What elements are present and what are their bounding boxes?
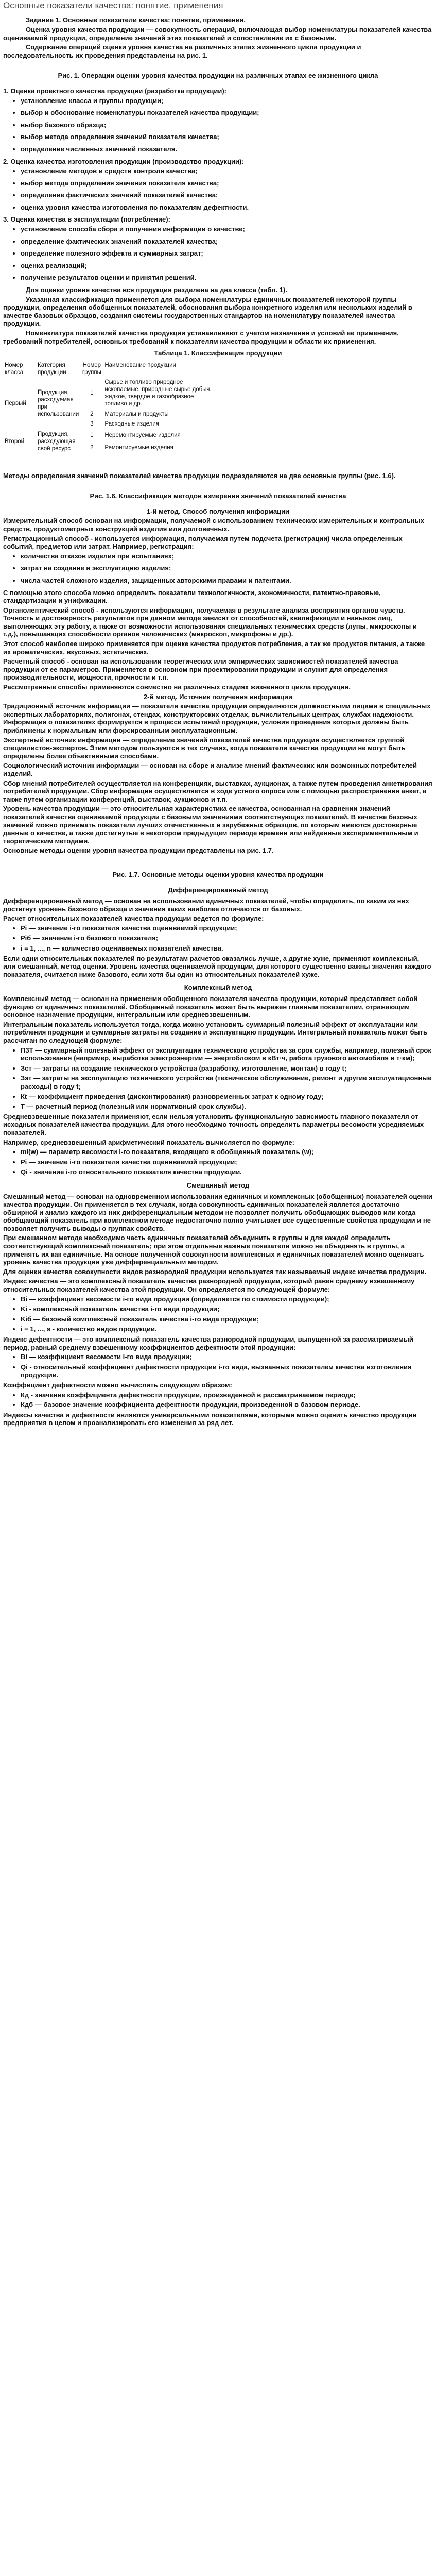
list-item: • Kiб — базовый комплексный показатель качества i-го вида продукции; — [21, 1315, 433, 1324]
classification-table — [3, 361, 216, 454]
figure-caption: Рис. 1.7. Основные методы оценки уровня качества продукции — [112, 870, 324, 878]
paragraph: Рассмотренные способы применяются совместно на различных стадиях жизненного цикла продукции. — [3, 683, 351, 691]
intro-paragraph: Оценка уровня качества продукции — совокупность операций, включающая выбор номенклатуры показателей качества оцениваемой продукции, определение значений этих показателей и сопоставление их с базовыми. — [3, 25, 432, 42]
paragraph: Например, средневзвешенный арифметический показатель вычисляется по формуле: — [3, 1138, 294, 1146]
table-cell: 2 — [90, 411, 94, 417]
table-cell: Продукция, расходующая свой ресурс — [38, 431, 76, 452]
registration-list — [3, 552, 433, 585]
paragraph: Методы определения значений показателей качества продукции подразделяются на две основные группы (рис. 1.6). — [3, 471, 396, 480]
list-item: • выбор метода определения значения показателя качества; — [21, 179, 433, 188]
paragraph: Регистрационный способ - используется информация, получаемая путем подсчета (регистрации) числа определенных событий, предметов или затрат. Например, регистрация: — [3, 534, 403, 551]
formula-legend — [3, 924, 433, 953]
stage-list — [3, 225, 433, 282]
list-item: • П3Т — суммарный полезный эффект от эксплуатации технического устройства за срок службы, например, полезный срок использования (например, выработка электроэнергии — энергоблоком в кВт·ч, работа грузового автомобиля в т·км); — [21, 1046, 433, 1062]
paragraph: Индекс дефектности — это комплексный показатель качества разнородной продукции, выпущенной за рассматриваемый период, равный среднему взвешенному коэффициентов дефектности этой продукции: — [3, 1335, 413, 1351]
paragraph: Комплексный метод — основан на применении обобщенного показателя качества продукции, который представляет собой функцию от единичных показателей. Обобщенный показатель может быть выражен главным показателем, отражающим основное назначение продукции, интегральным или средневзвешенным. — [3, 995, 418, 1019]
stage-heading: 1. Оценка проектного качества продукции (разработка продукции): — [3, 87, 226, 95]
page-title: Основные показатели качества: понятие, применения — [3, 1, 223, 10]
paragraph: Для оценки качества совокупности видов разнородной продукции используется так называемый индекс качества продукции. — [3, 1267, 427, 1276]
list-item: • определение полезного эффекта и суммарных затрат; — [21, 249, 433, 258]
list-item: • получение результатов оценки и принятия решений. — [21, 274, 433, 282]
table-cell: Расходные изделия — [104, 421, 160, 428]
table-cell: 3 — [90, 421, 94, 428]
table-cell: Ремонтируемые изделия — [104, 444, 173, 451]
paragraph: Дифференцированный метод — основан на использовании единичных показателей, чтобы определить, по каким из них достигнут уровень базового образца и значения каких наиболее отличаются от базовых. — [3, 897, 409, 913]
table-cell: Первый — [5, 400, 26, 406]
list-item: • установление способа сбора и получения информации о качестве; — [21, 225, 433, 233]
table-header-cell: Номер группы — [82, 362, 101, 376]
list-item: • Зст — затраты на создание технического устройства (разработку, изготовление, монтаж) в году t; — [21, 1064, 433, 1073]
list-item: • определение фактических значений показателей качества; — [21, 191, 433, 199]
formula-legend — [3, 1353, 433, 1379]
list-item: • Кдб — базовое значение коэффициента дефектности продукции, произведенной в базовом периоде. — [21, 1401, 433, 1409]
stage-list — [3, 167, 433, 211]
paragraph: Основные методы оценки уровня качества продукции представлены на рис. 1.7. — [3, 846, 274, 855]
table-header-row — [3, 361, 216, 378]
paragraph: С помощью этого способа можно определить показатели технологичности, экономичности, патентно-правовые, стандартизации и унификации. — [3, 588, 381, 605]
paragraph: Расчет относительных показателей качества продукции ведется по формуле: — [3, 914, 264, 923]
paragraph: Индексы качества и дефектности являются универсальными показателями, которыми можно оценить качество продукции предприятия в целом и проанализировать его изменения за ряд лет. — [3, 1411, 417, 1427]
list-item: • выбор метода определения значений показателя качества; — [21, 133, 433, 141]
paragraph: Номенклатура показателей качества продукции устанавливают с учетом назначения и условий ее применения, требований потребителей, основных требований к показателям качества продукции и области их применения. — [3, 329, 399, 345]
paragraph: Сбор мнений потребителей осуществляется на конференциях, выставках, аукционах, а также путем проведения анкетирования потребителей продукции. Сбор информации осуществляется в ходе устного опроса или с помощью распространения анкет, а также путем организации конференций, выставок, аукционов и т.п. — [3, 779, 432, 803]
paragraph: Расчетный способ - основан на использовании теоретических или эмпирических зависимостей показателей качества продукции от ее параметров. Применяется в основном при проектировании продукции и служит для определения производительности, мощности, прочности и т.п. — [3, 657, 398, 682]
paragraph: Экспертный источник информации — определение значений показателей качества продукции осуществляется группой специалистов-экспертов. Этим методом пользуются в тех случаях, когда показатели качества продукции не могут быть определены более объективными способами. — [3, 736, 406, 760]
list-item: • Bi — коэффициент весомости i-го вида продукции (определяется по стоимости продукции); — [21, 1295, 433, 1303]
formula-legend — [3, 1295, 433, 1333]
formula-legend — [3, 1148, 433, 1176]
table-header-cell: Номер класса — [5, 362, 24, 376]
paragraph: Если одни относительных показателей по результатам расчетов оказались лучше, а другие хуже, применяют комплексный, или смешанный, метод оценки. Уровень качества оцениваемой продукции, для которого существенно важны значения каждого показателя, считается ниже базового, если хотя бы один из относительных показателей хуже. — [3, 954, 431, 978]
formula-legend — [3, 1391, 433, 1409]
list-item: • Bi — коэффициент весомости i-го вида продукции; — [21, 1353, 433, 1361]
table-cell: 1 — [90, 432, 94, 439]
list-item: • Т — расчетный период (полезный или нормативный срок службы). — [21, 1103, 433, 1111]
list-item: • затрат на создание и эксплуатацию изделия; — [21, 564, 433, 572]
list-item: • установление методов и средств контроля качества; — [21, 167, 433, 175]
list-item: • оценка реализаций; — [21, 262, 433, 270]
table-row — [3, 430, 216, 442]
document-page — [0, 1, 436, 1434]
list-item: • i = 1, ..., n — количество оцениваемых показателей качества. — [21, 944, 433, 953]
subheading: 1-й метод. Способ получения информации — [146, 507, 290, 515]
paragraph: Для оценки уровня качества вся продукция разделена на два класса (табл. 1). — [26, 286, 287, 294]
section-heading: Комплексный метод — [184, 984, 252, 992]
subheading: 2-й метод. Источник получения информации — [143, 692, 293, 701]
list-item: • Qi - относительный коэффициент дефектности продукции i-го вида, вызванных показателем качества изготовления продукции. — [21, 1363, 433, 1379]
list-item: • mi(w) — параметр весомости i-го показателя, входящего в обобщенный показатель (w); — [21, 1148, 433, 1156]
list-item: • установление класса и группы продукции; — [21, 97, 433, 105]
paragraph: Этот способ наиболее широко применяется при оценке качества продуктов потребления, а так же продуктов питания, а также их ароматических, вкусовых, эстетических. — [3, 640, 425, 656]
figure-caption: Рис. 1. Операции оценки уровня качества продукции на различных этапах ее жизненного цикла — [58, 72, 378, 80]
paragraph: Интегральным показатель используется тогда, когда можно установить суммарный полезный эффект от эксплуатации или потребления продукции и суммарные затраты на создание и эксплуатацию продукции. Интегральный показатель может быть рассчитан по следующей формуле: — [3, 1020, 427, 1044]
paragraph: Традиционный источник информации — показатели качества продукции определяются должностными лицами в специальных экспертных лабораториях, полигонах, стендах, конструкторских отделах, вычислительных центрах, службах надежности. Информация о показателях формируется в процессе испытаний продукции, условия проведения которых должны быть приближены к нормальным или форсированным эксплуатационным. — [3, 702, 431, 734]
paragraph: Средневзвешенные показатели применяют, если нельзя установить функциональную зависимость главного показателя от исходных показателей качества продукции. Для этого необходимо точность определить параметры весомости усредняемых показателей. — [3, 1112, 424, 1137]
stage-list — [3, 97, 433, 154]
table-cell: Неремонтируемые изделия — [104, 432, 181, 439]
paragraph: Органолептический способ - используются информация, получаемая в результате анализа восприятия органов чувств. Точность и достоверность результатов при данном методе зависят от способностей, квалификации и навыков лиц, выполняющих эту работу, а также от возможности использования специальных технических средств (лупы, микроскопы и т.д.), повышающих способности органов человеческих (микроскоп, микрофоны и др.). — [3, 606, 417, 638]
section-heading: Смешанный метод — [186, 1181, 250, 1189]
list-item: • определение фактических значений показателей качества; — [21, 238, 433, 246]
section-heading: Дифференцированный метод — [168, 886, 268, 894]
table-cell: Продукция, расходуемая при использовании — [38, 389, 79, 417]
paragraph: При смешанном методе необходимо часть единичных показателей объединить в группы и для каждой определить соответствующий комплексный показатель; при этом отдельные важные показатели можно не объединять в группы, а применять их как единичные. На основе полученной совокупности комплексных и единичных показателей можно оценивать уровень качества продукции уже дифференциальным методом. — [3, 1234, 424, 1266]
list-item: • Зэт — затраты на эксплуатацию технического устройства (техническое обслуживание, ремонт и другие эксплуатационные расходы) в году t; — [21, 1074, 433, 1090]
table-caption: Таблица 1. Классификация продукции — [154, 349, 282, 358]
table-cell: Сырье и топливо природное ископаемые, природные сырье добыч. жидкое, твердое и газообразное топливо и др. — [104, 379, 212, 407]
formula-legend — [3, 1046, 433, 1111]
list-item: • количества отказов изделия при испытаниях; — [21, 552, 433, 561]
list-item: • выбор базового образца; — [21, 121, 433, 129]
paragraph: Смешанный метод — основан на одновременном использовании единичных и комплексных (обобщенных) показателей оценки качества продукции. Он применяется в тех случаях, когда совокупность единичных показателей является достаточно обширной и анализ каждого из них дифференциальным методом не позволяет получить обобщающих выводов или когда обобщающий показатель при комплексном методе недостаточно полно учитывает все существенные свойства продукции и не позволяет получить выводы о группах свойств. — [3, 1192, 432, 1232]
list-item: • Piб — значение i-го базового показателя; — [21, 934, 433, 942]
stage-heading: 2. Оценка качества изготовления продукции (производство продукции): — [3, 157, 244, 165]
task-heading: Задание 1. Основные показатели качества: понятие, применения. — [26, 16, 246, 24]
list-item: • Кt — коэффициент приведения (дисконтирования) разновременных затрат к одному году; — [21, 1093, 433, 1101]
list-item: • числа частей сложного изделия, защищенных авторскими правами и патентами. — [21, 577, 433, 585]
list-item: • Кд - значение коэффициента дефектности продукции, произведенной в рассматриваемом периоде; — [21, 1391, 433, 1399]
paragraph: Измерительный способ основан на информации, получаемой с использованием технических измерительных и контрольных средств, продуктометрных конструкций изделия или долговечных. — [3, 517, 424, 533]
paragraph: Указанная классификация применяется для выбора номенклатуры единичных показателей некоторой группы продукции, определения обобщенных показателей, обоснования выбора конкретного изделия или нескольких изделий в качестве базовых образцов, создания системы государственных стандартов на номенклатуру показателей качества продукции. — [3, 295, 412, 328]
paragraph: Социологический источник информации — основан на сборе и анализе мнений фактических или возможных потребителей изделий. — [3, 761, 417, 777]
figure-caption: Рис. 1.6. Классификация методов измерения значений показателей качества — [90, 492, 346, 500]
list-item: • i = 1, ..., s - количество видов продукции. — [21, 1325, 433, 1333]
stage-heading: 3. Оценка качества в эксплуатации (потребление): — [3, 215, 170, 224]
list-item: • Pi — значение i-го показателя качества оцениваемой продукции; — [21, 1158, 433, 1166]
list-item: • Ki - комплексный показатель качества i-го вида продукции; — [21, 1305, 433, 1313]
table-header-cell: Категория продукции — [38, 362, 66, 376]
table-cell: Материалы и продукты — [104, 411, 169, 417]
table-cell: Второй — [5, 438, 25, 445]
list-item: • Pi — значение i-го показателя качества оцениваемой продукции; — [21, 924, 433, 933]
table-cell: 1 — [90, 390, 94, 397]
list-item: • выбор и обоснование номенклатуры показателей качества продукции; — [21, 109, 433, 117]
paragraph: Индекс качества — это комплексный показатель качества разнородной продукции, который равен среднему взвешенному относительных показателей качества этой продукции. Он определяется по следующей формуле: — [3, 1277, 415, 1294]
list-item: • определение численных значений показателя. — [21, 145, 433, 154]
table-row — [3, 378, 216, 409]
intro-paragraph: Содержание операций оценки уровня качества на различных этапах жизненного цикла продукции и последовательность их проведения представлены на рис. 1. — [3, 43, 361, 59]
list-item: • Qi - значение i-го относительного показателя качества продукции. — [21, 1168, 433, 1176]
list-item: • оценка уровня качества изготовления по показателям дефектности. — [21, 204, 433, 212]
table-cell: 2 — [90, 444, 94, 451]
paragraph: Коэффициент дефектности можно вычислить следующим образом: — [3, 1381, 232, 1389]
table-header-cell: Наименование продукции — [104, 362, 176, 368]
paragraph: Уровень качества продукции — это относительная характеристика ее качества, основанная на сравнении значений показателей качества оцениваемой продукции с базовыми значениями соответствующих показателей. В качестве базовых значений можно принимать показатели лучших отечественных и зарубежных образцов, по которым имеются достоверные данные о качестве, а также достигнутые в некотором предыдущем периоде времени или найденные экспериментальным и теоретическим методами. — [3, 805, 418, 845]
